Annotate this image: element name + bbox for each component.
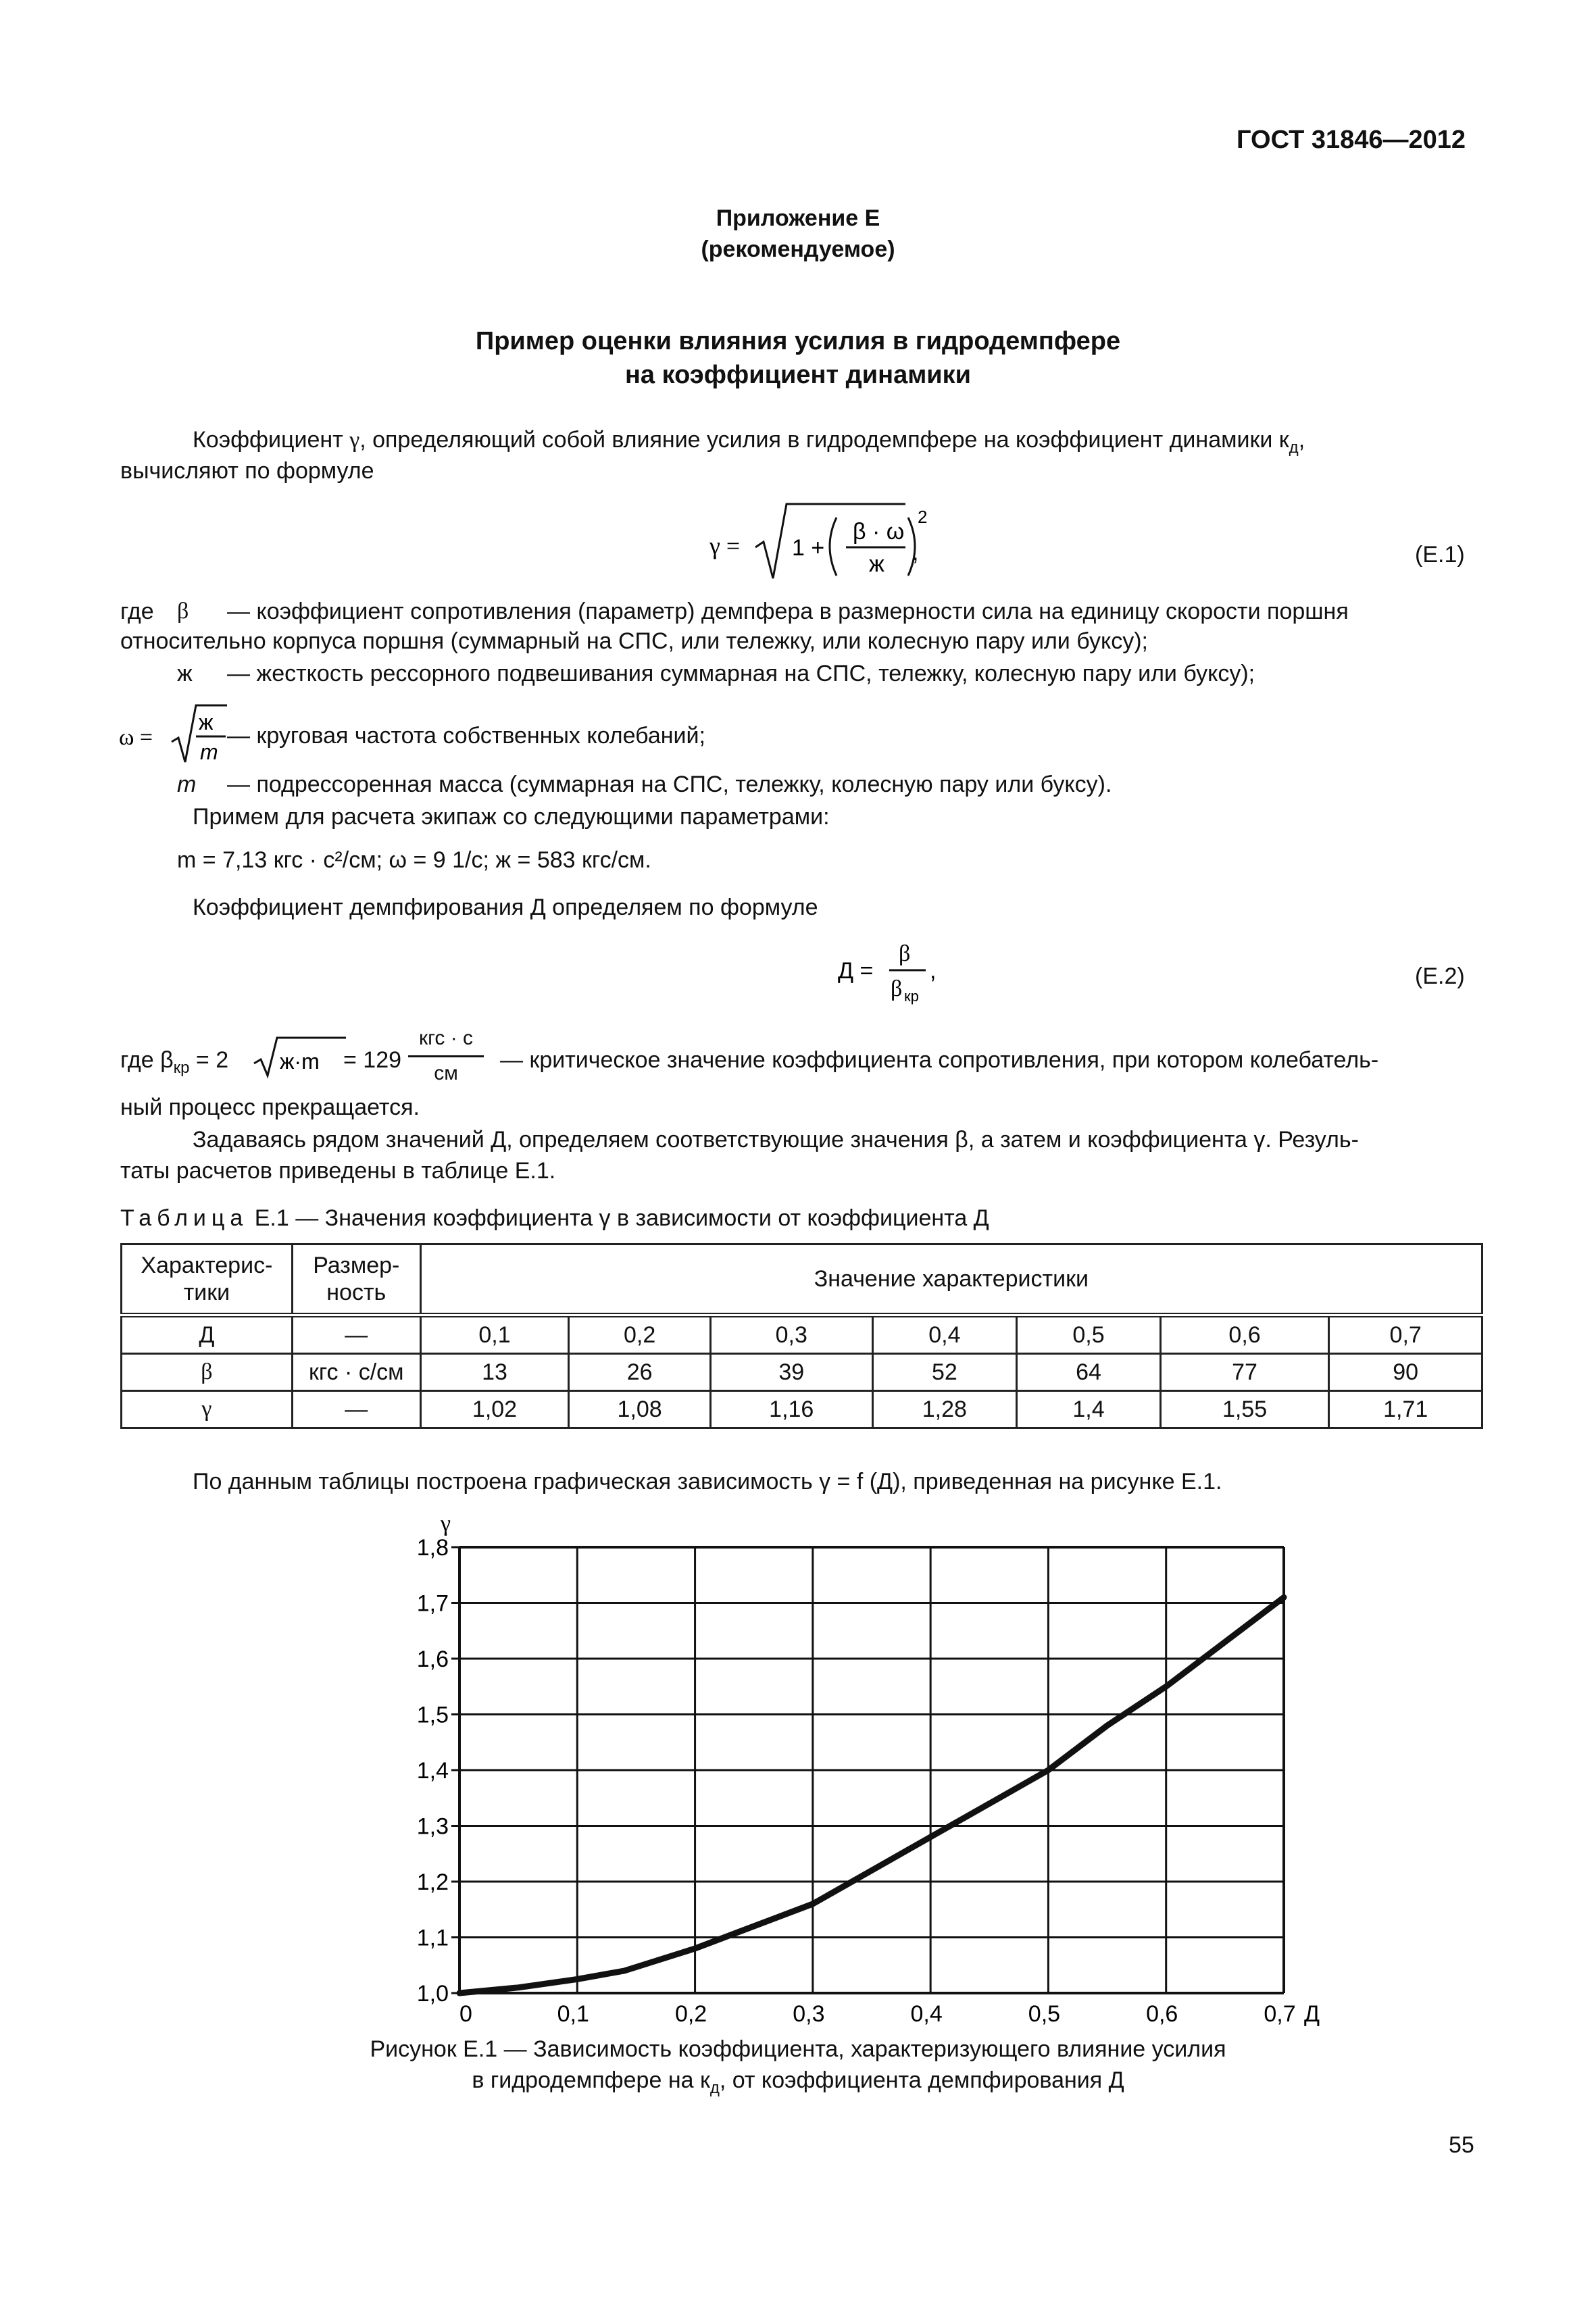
table-row: Д — 0,1 0,2 0,3 0,4 0,5 0,6 0,7 <box>122 1315 1482 1354</box>
formula-e1-one: 1 + <box>792 535 825 561</box>
y-tick-label: 1,5 <box>416 1702 449 1728</box>
y-tick-label: 1,0 <box>416 1981 449 2007</box>
title-line-1: Пример оценки влияния усилия в гидродемпфере <box>475 327 1121 355</box>
appendix-status: (рекомендуемое) <box>701 236 895 262</box>
intro-paragraph-line-2: вычисляют по формуле <box>120 458 374 484</box>
header-characteristics: Характерис- тики <box>122 1244 293 1315</box>
crit-eq2: = 129 <box>343 1047 402 1073</box>
x-tick-label: 0,6 <box>1146 2001 1178 2027</box>
header-values: Значение характеристики <box>420 1244 1482 1315</box>
formula-e2-comma: , <box>930 958 937 984</box>
data-table <box>120 1243 1483 1429</box>
title-line-2: на коэффициент динамики <box>624 361 972 389</box>
def-zh-text: — жесткость рессорного подвешивания суммарная на СПС, тележку, колесную пару или буксу); <box>227 661 1255 686</box>
formula-e2 <box>831 932 953 1007</box>
params-intro: Примем для расчета экипаж со следующими параметрами: <box>193 804 830 830</box>
omega-formula <box>119 703 234 770</box>
figure-caption-line-2: в гидродемпфере на $к_д$, от коэффициента демпфирования Д <box>472 2067 1124 2097</box>
def-m-symbol: m <box>177 772 197 797</box>
results-line-2: таты расчетов приведены в таблице Е.1. <box>120 1158 556 1184</box>
damping-text: Коэффициент демпфирования Д определяем по формуле <box>193 895 818 920</box>
formula-e1-exponent: 2 <box>918 507 928 527</box>
x-axis-unit-label: Д <box>1304 2001 1320 2027</box>
formula-e1-number: (Е.1) <box>1415 542 1465 568</box>
chart <box>378 1500 1365 2040</box>
table-row: γ — 1,02 1,08 1,16 1,28 1,4 1,55 1,71 <box>122 1391 1482 1428</box>
formula-e2-number: (Е.2) <box>1415 963 1465 989</box>
def-zh-symbol: ж <box>177 661 193 686</box>
formula-e2-denominator-sub: кр <box>904 988 919 1005</box>
formula-e2-denominator: β <box>891 976 903 1001</box>
x-tick-label: 0,4 <box>910 2001 943 2027</box>
page-number: 55 <box>1449 2132 1474 2158</box>
crit-frac-denominator: см <box>434 1062 458 1084</box>
y-tick-labels <box>417 1535 449 2007</box>
after-table-text: По данным таблицы построена графическая зависимость γ = f (Д), приведенная на рисунке Е.1. <box>193 1469 1222 1494</box>
series-line <box>459 1597 1284 1993</box>
x-tick-label: 0,7 <box>1264 2001 1296 2027</box>
x-tick-label: 0,2 <box>674 2001 707 2027</box>
y-tick-label: 1,8 <box>416 1535 449 1561</box>
y-tick-label: 1,6 <box>416 1646 449 1672</box>
crit-sqrt <box>251 1034 353 1081</box>
formula-e1-lhs: γ = <box>709 532 741 559</box>
appendix-label: Приложение Е <box>716 205 880 231</box>
table-header-row <box>122 1244 1482 1315</box>
def-beta-text-2: относительно корпуса поршня (суммарный на СПС, или тележку, или колесную пару или буксу); <box>120 628 1148 654</box>
formula-e1-numerator: β · ω <box>853 519 905 545</box>
y-axis-unit-label: γ <box>441 1511 451 1536</box>
header-dimension: Размер- ность <box>292 1244 420 1315</box>
y-tick-label: 1,2 <box>416 1869 449 1895</box>
x-tick-labels <box>459 2001 1296 2027</box>
omega-denominator: m <box>200 740 218 764</box>
figure-caption-line-1: Рисунок Е.1 — Зависимость коэффициента, характеризующего влияние усилия <box>370 2036 1226 2062</box>
def-beta-symbol: β <box>177 599 189 624</box>
formula-e2-numerator: β <box>899 941 911 966</box>
crit-frac-numerator: кгс · с <box>418 1027 474 1049</box>
x-tick-label: 0 <box>459 2001 472 2027</box>
y-tick-label: 1,7 <box>416 1590 449 1617</box>
y-tick-label: 1,1 <box>416 1925 449 1951</box>
formula-e2-lhs: Д = <box>838 958 874 984</box>
crit-lhs: где $\beta_{кр} = 2$ <box>120 1047 229 1077</box>
results-line-1: Задаваясь рядом значений Д, определяем соответствующие значения β, а затем и коэффициента γ. Резуль- <box>193 1127 1359 1153</box>
paren-left <box>830 518 837 576</box>
chart-grid <box>451 1547 1284 1993</box>
def-beta-text: — коэффициент сопротивления (параметр) демпфера в размерности сила на единицу скорости поршня <box>227 599 1349 624</box>
y-tick-label: 1,3 <box>416 1813 449 1840</box>
crit-text: — критическое значение коэффициента сопротивления, при котором колебатель- <box>500 1047 1379 1073</box>
formula-e1 <box>703 500 932 588</box>
params-line: m = 7,13 кгс · с²/см; ω = 9 1/с; ж = 583 кгс/см. <box>177 847 651 873</box>
x-tick-label: 0,5 <box>1028 2001 1061 2027</box>
table-row: β кгс · с/см 13 26 39 52 64 77 90 <box>122 1354 1482 1391</box>
crit-frac-bar <box>408 1055 484 1057</box>
omega-lhs: ω = <box>119 725 153 750</box>
y-tick-label: 1,4 <box>416 1758 449 1784</box>
crit-text-2: ный процесс прекращается. <box>120 1095 420 1120</box>
formula-e1-comma: , <box>912 540 919 565</box>
crit-root-content: ж·m <box>280 1049 320 1074</box>
x-tick-label: 0,3 <box>793 2001 825 2027</box>
def-omega-text: — круговая частота собственных колебаний; <box>227 723 705 749</box>
intro-paragraph: Коэффициент γ, определяющий собой влияние усилия в гидродемпфере на коэффициент динамики $к_д$, <box>193 427 1305 457</box>
def-m-text: — подрессоренная масса (суммарная на СПС, тележку, колесную пару или буксу). <box>227 772 1112 797</box>
formula-e1-denominator: ж <box>869 551 884 577</box>
document-code: ГОСТ 31846—2012 <box>1237 126 1466 154</box>
def-where: где <box>120 599 154 624</box>
x-tick-label: 0,1 <box>557 2001 589 2027</box>
table-caption: Таблица Е.1 — Значения коэффициента γ в зависимости от коэффициента Д <box>120 1205 989 1231</box>
omega-numerator: ж <box>199 710 214 734</box>
